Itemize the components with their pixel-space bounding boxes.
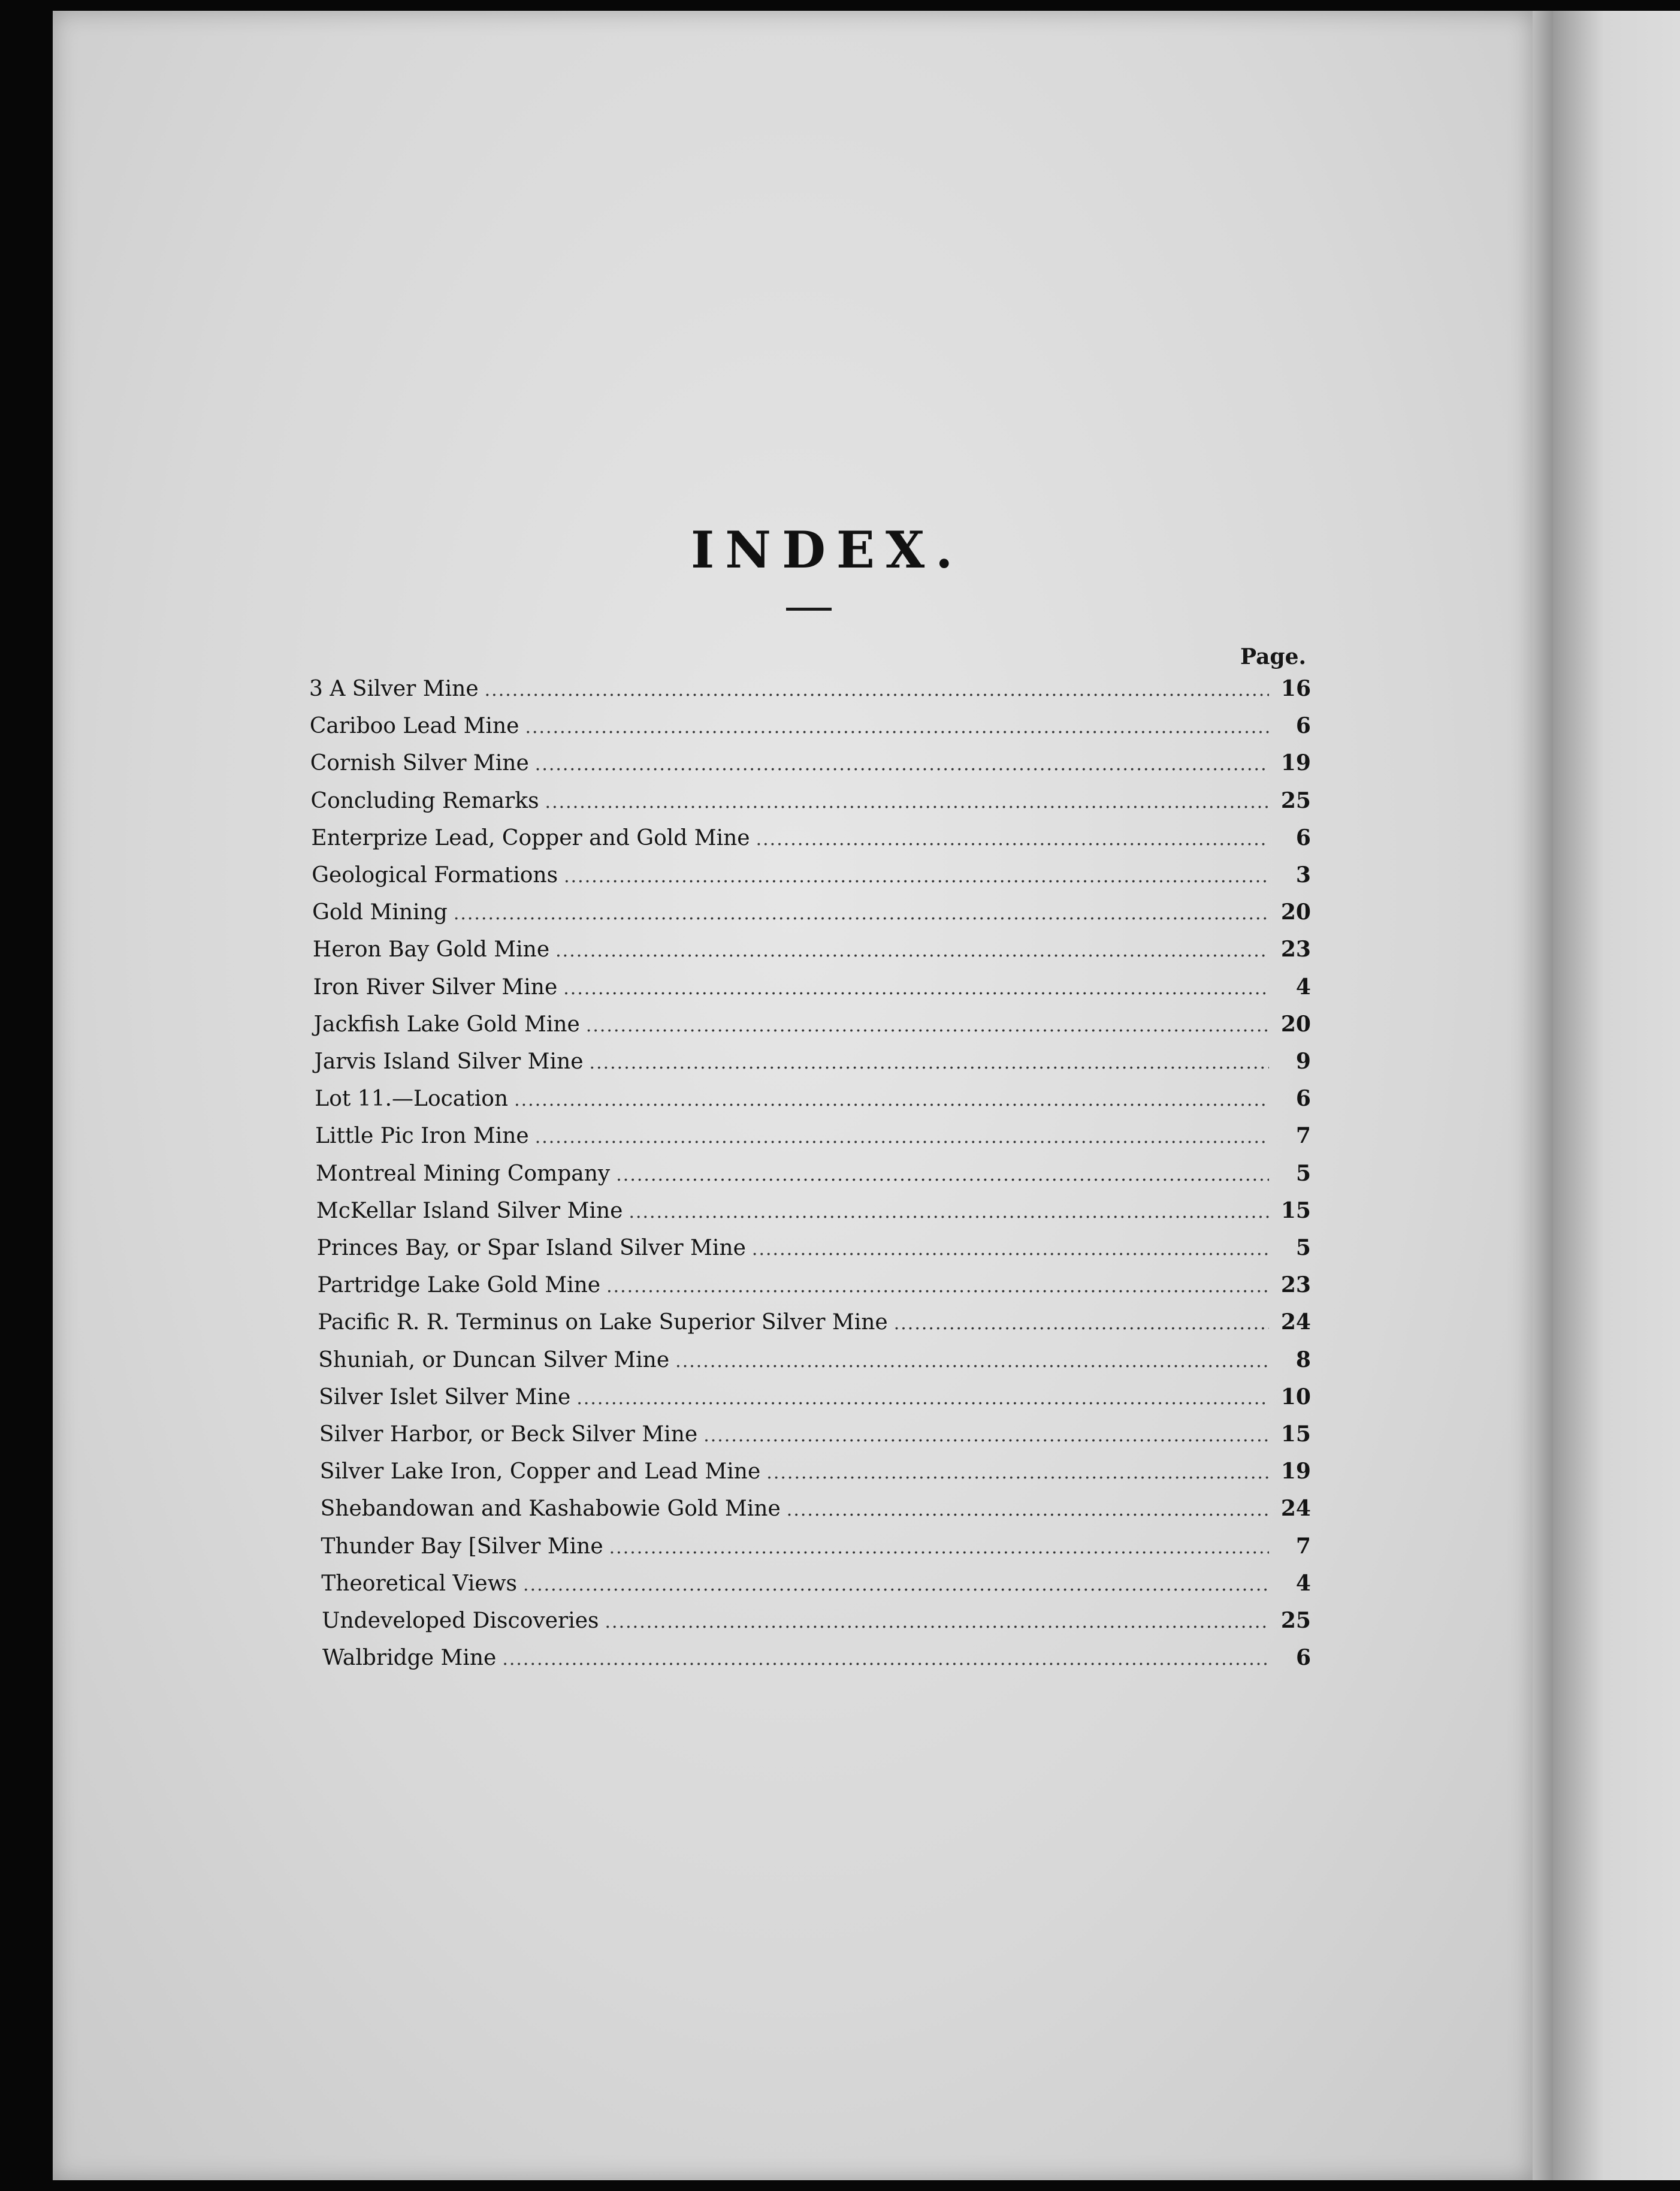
dot-leader bbox=[894, 1313, 1269, 1334]
entry-page-number: 5 bbox=[1295, 1235, 1311, 1260]
index-entry bbox=[317, 1235, 1311, 1260]
dot-leader bbox=[609, 1537, 1269, 1558]
index-entry bbox=[316, 1161, 1311, 1186]
entry-page-number: 24 bbox=[1280, 1496, 1311, 1522]
index-entry bbox=[318, 1347, 1311, 1372]
index-entry bbox=[312, 862, 1311, 888]
index-entry bbox=[311, 788, 1311, 813]
entry-label: Jarvis Island Silver Mine bbox=[314, 1049, 584, 1074]
entry-label: Cariboo Lead Mine bbox=[309, 714, 519, 739]
dot-leader bbox=[586, 1015, 1269, 1036]
dot-leader bbox=[514, 1090, 1269, 1110]
dot-leader bbox=[675, 1351, 1269, 1372]
entry-label: Cornish Silver Mine bbox=[310, 751, 529, 776]
entry-label: Jackfish Lake Gold Mine bbox=[313, 1012, 580, 1037]
index-entry bbox=[315, 1086, 1311, 1111]
dot-leader bbox=[523, 1574, 1269, 1595]
entry-page-number: 6 bbox=[1295, 825, 1311, 850]
entry-label: Undeveloped Discoveries bbox=[322, 1608, 599, 1633]
entry-label: Concluding Remarks bbox=[310, 788, 539, 813]
index-entry bbox=[312, 900, 1311, 925]
page-column-header: Page. bbox=[1240, 644, 1307, 669]
index-entry bbox=[322, 1608, 1311, 1633]
index-entry bbox=[319, 1384, 1311, 1410]
entry-label: Shebandowan and Kashabowie Gold Mine bbox=[320, 1496, 781, 1522]
entry-page-number: 20 bbox=[1280, 1011, 1311, 1037]
index-entry bbox=[315, 1123, 1311, 1148]
dot-leader bbox=[616, 1164, 1269, 1185]
entry-label: Iron River Silver Mine bbox=[313, 974, 558, 1000]
entry-label: 3 A Silver Mine bbox=[309, 677, 479, 701]
dot-leader bbox=[605, 1611, 1269, 1632]
entry-label: Walbridge Mine bbox=[322, 1646, 497, 1671]
entry-page-number: 19 bbox=[1280, 750, 1311, 776]
dot-leader bbox=[576, 1388, 1269, 1409]
entry-label: Lot 11.—Location bbox=[315, 1087, 509, 1112]
entry-label: Montreal Mining Company bbox=[316, 1161, 611, 1186]
entry-page-number: 15 bbox=[1280, 1422, 1311, 1447]
entry-page-number: 5 bbox=[1295, 1160, 1311, 1186]
index-entry bbox=[322, 1645, 1311, 1670]
entry-page-number: 19 bbox=[1280, 1459, 1311, 1484]
dot-leader bbox=[766, 1462, 1269, 1483]
entry-label: McKellar Island Silver Mine bbox=[316, 1198, 623, 1223]
dot-leader bbox=[485, 680, 1269, 701]
entry-page-number: 23 bbox=[1280, 1272, 1311, 1298]
dot-leader bbox=[535, 754, 1269, 775]
entry-page-number: 23 bbox=[1280, 937, 1311, 962]
entry-label: Silver Lake Iron, Copper and Lead Mine bbox=[319, 1459, 761, 1484]
index-entry bbox=[314, 1012, 1311, 1037]
dot-leader bbox=[629, 1202, 1269, 1223]
entry-label: Princes Bay, or Spar Island Silver Mine bbox=[316, 1236, 746, 1260]
dot-leader bbox=[703, 1425, 1269, 1446]
dot-leader bbox=[564, 866, 1269, 887]
index-entry bbox=[321, 1496, 1311, 1521]
entry-label: Pacific R. R. Terminus on Lake Superior Silver Mine bbox=[318, 1310, 888, 1335]
entry-page-number: 10 bbox=[1280, 1384, 1311, 1410]
entry-label: Little Pic Iron Mine bbox=[315, 1124, 529, 1149]
index-entry bbox=[309, 676, 1311, 701]
index-entry bbox=[313, 974, 1311, 1000]
index-entry bbox=[318, 1309, 1311, 1335]
index-entry bbox=[321, 1571, 1311, 1596]
index-entry bbox=[321, 1534, 1311, 1559]
entry-page-number: 6 bbox=[1295, 713, 1311, 739]
index-entry bbox=[310, 750, 1311, 775]
entry-page-number: 7 bbox=[1295, 1533, 1311, 1559]
entry-label: Silver Harbor, or Beck Silver Mine bbox=[319, 1422, 698, 1447]
index-entry bbox=[314, 1049, 1311, 1074]
entry-page-number: 24 bbox=[1280, 1309, 1311, 1335]
entry-page-number: 8 bbox=[1295, 1347, 1311, 1372]
index-entry bbox=[313, 937, 1311, 962]
entry-page-number: 20 bbox=[1280, 900, 1311, 925]
dot-leader bbox=[535, 1127, 1269, 1148]
index-entry bbox=[318, 1272, 1311, 1297]
entry-page-number: 4 bbox=[1295, 1570, 1311, 1596]
index-entry bbox=[311, 825, 1311, 850]
entry-page-number: 15 bbox=[1280, 1197, 1311, 1223]
dot-leader bbox=[525, 717, 1269, 738]
entry-page-number: 6 bbox=[1295, 1086, 1311, 1112]
dot-leader bbox=[555, 940, 1269, 961]
entry-label: Heron Bay Gold Mine bbox=[312, 937, 550, 962]
index-entry bbox=[310, 713, 1311, 738]
entry-page-number: 3 bbox=[1295, 862, 1311, 888]
entry-page-number: 6 bbox=[1295, 1645, 1311, 1671]
index-entry bbox=[319, 1422, 1311, 1447]
dot-leader bbox=[545, 792, 1269, 813]
dot-leader bbox=[787, 1499, 1269, 1520]
entry-page-number: 9 bbox=[1295, 1049, 1311, 1074]
entry-page-number: 25 bbox=[1280, 1608, 1311, 1633]
entry-label: Gold Mining bbox=[312, 900, 448, 925]
entry-label: Shuniah, or Duncan Silver Mine bbox=[318, 1347, 670, 1372]
entry-label: Silver Islet Silver Mine bbox=[319, 1384, 571, 1410]
entry-label: Partridge Lake Gold Mine bbox=[317, 1273, 601, 1298]
dot-leader bbox=[752, 1239, 1269, 1260]
entry-page-number: 25 bbox=[1280, 787, 1311, 813]
dot-leader bbox=[606, 1276, 1269, 1297]
entry-label: Geological Formations bbox=[312, 863, 558, 888]
dot-leader bbox=[590, 1052, 1269, 1073]
entry-label: Theoretical Views bbox=[321, 1571, 518, 1596]
index-entry bbox=[316, 1198, 1311, 1223]
dot-leader bbox=[563, 978, 1269, 999]
entry-page-number: 7 bbox=[1295, 1123, 1311, 1149]
dot-leader bbox=[756, 829, 1269, 850]
entry-page-number: 4 bbox=[1295, 974, 1311, 1000]
entry-label: Enterprize Lead, Copper and Gold Mine bbox=[311, 825, 750, 850]
dot-leader bbox=[502, 1649, 1269, 1670]
entry-page-number: 16 bbox=[1280, 676, 1311, 701]
index-title: INDEX. bbox=[691, 520, 964, 580]
entry-label: Thunder Bay [Silver Mine bbox=[321, 1534, 603, 1559]
index-entry bbox=[320, 1459, 1311, 1484]
dot-leader bbox=[454, 903, 1269, 924]
